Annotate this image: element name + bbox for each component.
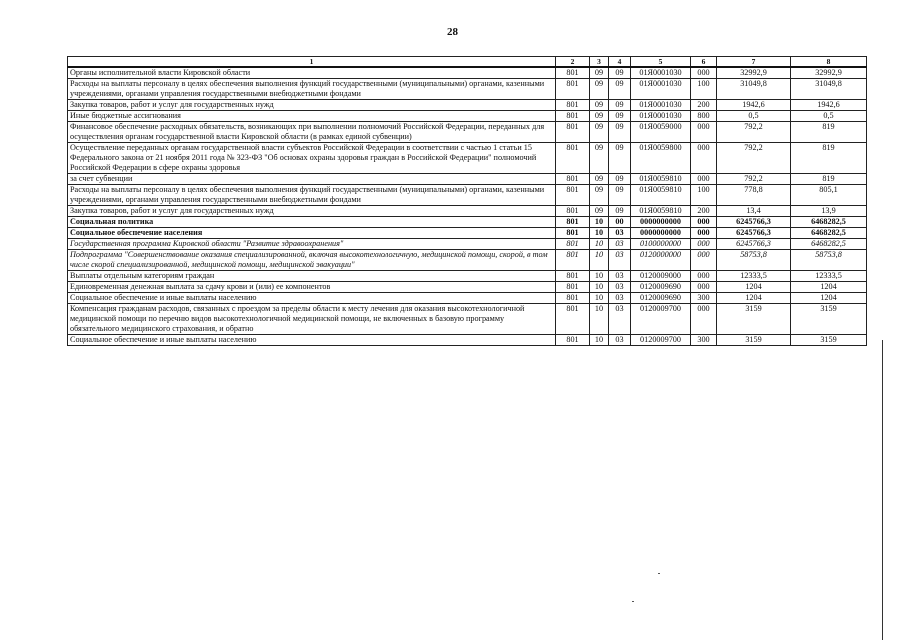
amount-cell-7: 1942,6 [717, 100, 791, 111]
header-cell: 5 [631, 57, 691, 68]
page-number: 28 [447, 26, 458, 38]
col-6-cell: 100 [691, 185, 717, 206]
amount-cell-7: 32992,9 [717, 67, 791, 79]
table-row [68, 250, 867, 271]
col-4-cell: 09 [609, 67, 631, 79]
col-2-cell: 801 [556, 239, 590, 250]
amount-cell-8: 1204 [791, 282, 867, 293]
col-2-cell: 801 [556, 228, 590, 239]
amount-cell-7: 3159 [717, 335, 791, 346]
code-cell: 0000000000 [631, 228, 691, 239]
code-cell: 01Я0059810 [631, 206, 691, 217]
amount-cell-7: 1204 [717, 293, 791, 304]
col-4-cell: 09 [609, 122, 631, 143]
amount-cell-7: 13,4 [717, 206, 791, 217]
code-cell: 01Я0059000 [631, 122, 691, 143]
table-body [68, 57, 867, 346]
table-row [68, 293, 867, 304]
col-2-cell: 801 [556, 335, 590, 346]
amount-cell-8: 1204 [791, 293, 867, 304]
table-row [68, 100, 867, 111]
table-row [68, 79, 867, 100]
amount-cell-7: 792,2 [717, 143, 791, 174]
code-cell: 0000000000 [631, 217, 691, 228]
col-3-cell: 09 [590, 143, 609, 174]
table-row [68, 282, 867, 293]
row-name-cell: Финансовое обеспечение расходных обязательств, возникающих при выполнении полномочий Российской Федерации, переданных для осуществления органам государственной власти Кировской области (в рамках единой субвенции) [68, 122, 556, 143]
col-2-cell: 801 [556, 174, 590, 185]
col-4-cell: 09 [609, 79, 631, 100]
amount-cell-8: 6468282,5 [791, 217, 867, 228]
header-cell: 7 [717, 57, 791, 68]
scan-speck [658, 573, 660, 574]
header-cell: 2 [556, 57, 590, 68]
col-6-cell: 000 [691, 122, 717, 143]
amount-cell-7: 6245766,3 [717, 228, 791, 239]
table-row [68, 271, 867, 282]
col-3-cell: 09 [590, 185, 609, 206]
row-name-cell: Иные бюджетные ассигнования [68, 111, 556, 122]
col-3-cell: 09 [590, 100, 609, 111]
table-row [68, 228, 867, 239]
col-4-cell: 09 [609, 206, 631, 217]
table-header-row [68, 57, 867, 68]
table-row [68, 122, 867, 143]
amount-cell-8: 58753,8 [791, 250, 867, 271]
col-2-cell: 801 [556, 304, 590, 335]
col-3-cell: 10 [590, 335, 609, 346]
table-row [68, 67, 867, 79]
col-3-cell: 10 [590, 217, 609, 228]
amount-cell-8: 13,9 [791, 206, 867, 217]
col-2-cell: 801 [556, 67, 590, 79]
col-6-cell: 300 [691, 293, 717, 304]
col-2-cell: 801 [556, 206, 590, 217]
amount-cell-8: 31049,8 [791, 79, 867, 100]
amount-cell-8: 0,5 [791, 111, 867, 122]
amount-cell-7: 3159 [717, 304, 791, 335]
table-row [68, 239, 867, 250]
col-6-cell: 200 [691, 206, 717, 217]
row-name-cell: Государственная программа Кировской области "Развитие здравоохранения" [68, 239, 556, 250]
code-cell: 0120009700 [631, 304, 691, 335]
amount-cell-7: 6245766,3 [717, 239, 791, 250]
row-name-cell: Единовременная денежная выплата за сдачу крови и (или) ее компонентов [68, 282, 556, 293]
col-3-cell: 10 [590, 293, 609, 304]
amount-cell-8: 6468282,5 [791, 228, 867, 239]
col-6-cell: 000 [691, 250, 717, 271]
row-name-cell: Социальная политика [68, 217, 556, 228]
col-6-cell: 000 [691, 217, 717, 228]
col-3-cell: 09 [590, 79, 609, 100]
col-4-cell: 09 [609, 185, 631, 206]
row-name-cell: за счет субвенции [68, 174, 556, 185]
col-4-cell: 03 [609, 239, 631, 250]
col-6-cell: 000 [691, 228, 717, 239]
amount-cell-7: 58753,8 [717, 250, 791, 271]
col-3-cell: 09 [590, 206, 609, 217]
col-3-cell: 10 [590, 271, 609, 282]
code-cell: 0120009000 [631, 271, 691, 282]
col-4-cell: 03 [609, 335, 631, 346]
col-2-cell: 801 [556, 111, 590, 122]
amount-cell-7: 12333,5 [717, 271, 791, 282]
amount-cell-7: 0,5 [717, 111, 791, 122]
amount-cell-8: 32992,9 [791, 67, 867, 79]
header-cell: 6 [691, 57, 717, 68]
table-row [68, 143, 867, 174]
amount-cell-7: 792,2 [717, 174, 791, 185]
col-4-cell: 03 [609, 304, 631, 335]
col-2-cell: 801 [556, 185, 590, 206]
amount-cell-7: 778,8 [717, 185, 791, 206]
row-name-cell: Расходы на выплаты персоналу в целях обеспечения выполнения функций государственными (муниципальными) органами, казенными учреждениями, органами управления государственными внебюджетными фондами [68, 185, 556, 206]
code-cell: 01Я0059810 [631, 174, 691, 185]
amount-cell-7: 6245766,3 [717, 217, 791, 228]
code-cell: 0100000000 [631, 239, 691, 250]
col-4-cell: 00 [609, 217, 631, 228]
code-cell: 01Я0059810 [631, 185, 691, 206]
col-2-cell: 801 [556, 100, 590, 111]
col-3-cell: 10 [590, 282, 609, 293]
col-6-cell: 000 [691, 174, 717, 185]
code-cell: 01Я0001030 [631, 111, 691, 122]
table-row [68, 185, 867, 206]
amount-cell-8: 819 [791, 122, 867, 143]
col-6-cell: 100 [691, 79, 717, 100]
col-6-cell: 000 [691, 282, 717, 293]
col-3-cell: 09 [590, 122, 609, 143]
col-4-cell: 09 [609, 174, 631, 185]
table-row [68, 304, 867, 335]
code-cell: 01Я0059800 [631, 143, 691, 174]
col-6-cell: 300 [691, 335, 717, 346]
row-name-cell: Социальное обеспечение и иные выплаты населению [68, 293, 556, 304]
col-4-cell: 09 [609, 143, 631, 174]
code-cell: 0120009690 [631, 282, 691, 293]
col-6-cell: 000 [691, 271, 717, 282]
amount-cell-8: 1942,6 [791, 100, 867, 111]
amount-cell-8: 819 [791, 143, 867, 174]
col-4-cell: 03 [609, 250, 631, 271]
col-2-cell: 801 [556, 122, 590, 143]
row-name-cell: Выплаты отдельным категориям граждан [68, 271, 556, 282]
col-4-cell: 03 [609, 282, 631, 293]
col-4-cell: 03 [609, 293, 631, 304]
row-name-cell: Органы исполнительной власти Кировской области [68, 67, 556, 79]
col-6-cell: 000 [691, 239, 717, 250]
col-4-cell: 09 [609, 100, 631, 111]
col-2-cell: 801 [556, 143, 590, 174]
col-3-cell: 09 [590, 67, 609, 79]
header-cell: 4 [609, 57, 631, 68]
col-2-cell: 801 [556, 271, 590, 282]
col-3-cell: 10 [590, 228, 609, 239]
row-name-cell: Закупка товаров, работ и услуг для государственных нужд [68, 206, 556, 217]
col-4-cell: 03 [609, 228, 631, 239]
code-cell: 0120009690 [631, 293, 691, 304]
row-name-cell: Подпрограмма "Совершенствование оказания специализированной, включая высокотехнологичную, медицинской помощи, скорой, в том числе скорой специализированной, медицинской помощи, медицинской эвакуации" [68, 250, 556, 271]
header-cell: 1 [68, 57, 556, 68]
col-6-cell: 200 [691, 100, 717, 111]
col-3-cell: 10 [590, 239, 609, 250]
table-row [68, 335, 867, 346]
amount-cell-8: 805,1 [791, 185, 867, 206]
col-2-cell: 801 [556, 293, 590, 304]
amount-cell-7: 1204 [717, 282, 791, 293]
table-row [68, 206, 867, 217]
budget-table [67, 56, 867, 346]
table-row [68, 111, 867, 122]
scan-speck [632, 601, 634, 602]
code-cell: 0120009700 [631, 335, 691, 346]
amount-cell-8: 6468282,5 [791, 239, 867, 250]
col-4-cell: 03 [609, 271, 631, 282]
col-6-cell: 000 [691, 143, 717, 174]
col-3-cell: 09 [590, 111, 609, 122]
col-2-cell: 801 [556, 79, 590, 100]
code-cell: 0120000000 [631, 250, 691, 271]
row-name-cell: Расходы на выплаты персоналу в целях обеспечения выполнения функций государственными (муниципальными) органами, казенными учреждениями, органами управления государственными внебюджетными фондами [68, 79, 556, 100]
amount-cell-8: 819 [791, 174, 867, 185]
col-2-cell: 801 [556, 282, 590, 293]
col-6-cell: 000 [691, 67, 717, 79]
amount-cell-7: 792,2 [717, 122, 791, 143]
amount-cell-8: 3159 [791, 335, 867, 346]
col-3-cell: 10 [590, 304, 609, 335]
amount-cell-8: 12333,5 [791, 271, 867, 282]
col-6-cell: 000 [691, 304, 717, 335]
table-row [68, 174, 867, 185]
code-cell: 01Я0001030 [631, 100, 691, 111]
header-cell: 8 [791, 57, 867, 68]
row-name-cell: Закупка товаров, работ и услуг для государственных нужд [68, 100, 556, 111]
table-row [68, 217, 867, 228]
header-cell: 3 [590, 57, 609, 68]
amount-cell-7: 31049,8 [717, 79, 791, 100]
col-2-cell: 801 [556, 217, 590, 228]
col-3-cell: 10 [590, 250, 609, 271]
row-name-cell: Социальное обеспечение населения [68, 228, 556, 239]
code-cell: 01Я0001030 [631, 79, 691, 100]
row-name-cell: Компенсация гражданам расходов, связанных с проездом за пределы области к месту лечения для оказания высокотехнологичной медицинской помощи по перечню видов высокотехнологичной медицинской помощи, не включенных в базовую программу обязательного медицинского страхования, и обратно [68, 304, 556, 335]
code-cell: 01Я0001030 [631, 67, 691, 79]
col-6-cell: 800 [691, 111, 717, 122]
col-4-cell: 09 [609, 111, 631, 122]
scan-edge-line [882, 340, 883, 640]
row-name-cell: Социальное обеспечение и иные выплаты населению [68, 335, 556, 346]
row-name-cell: Осуществление переданных органам государственной власти субъектов Российской Федерации в соответствии с частью 1 статьи 15 Федерального закона от 21 ноября 2011 года № 323-ФЗ "Об основах охраны здоровья граждан в Российской Федерации" полномочий Российской Федерации в сфере охраны здоровья [68, 143, 556, 174]
col-3-cell: 09 [590, 174, 609, 185]
col-2-cell: 801 [556, 250, 590, 271]
amount-cell-8: 3159 [791, 304, 867, 335]
